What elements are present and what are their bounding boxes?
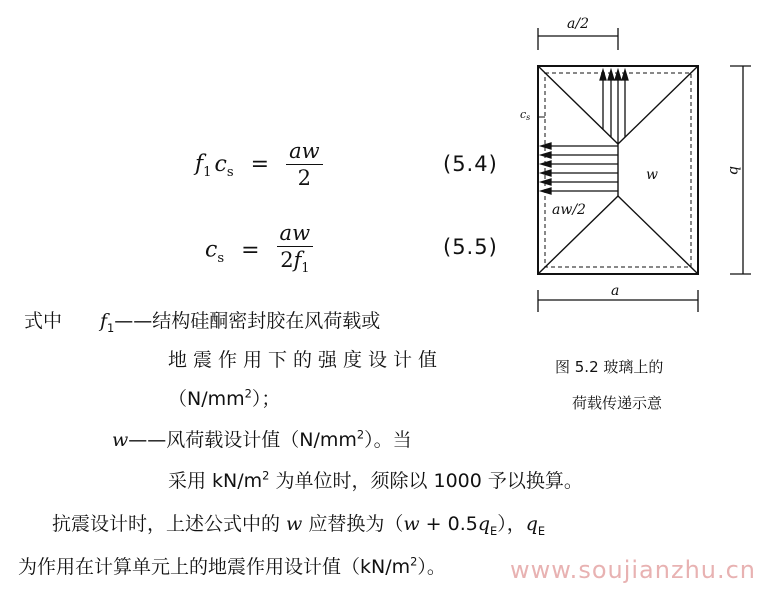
definition-w-symbol: w (112, 429, 129, 451)
label-cs-sub: s (526, 113, 531, 122)
label-w: w (646, 167, 658, 183)
definition-w-line1-pre: 风荷载设计值（N/mm (166, 429, 357, 451)
eq54-denominator: 2 (297, 166, 312, 190)
glass-load-transfer-figure (505, 0, 775, 320)
paragraph-line1-expr-plus: + 0.5 (419, 513, 478, 535)
equation-number-5-5: (5.5) (443, 235, 498, 259)
eq54-fraction (286, 138, 323, 191)
load-line-tl (538, 66, 618, 144)
paragraph-line1-expr-sub: E (490, 523, 498, 538)
paragraph-line1-expr-w: w (403, 513, 420, 535)
definition-f1-symbol: f (100, 310, 108, 332)
paragraph-line2-pre: 为作用在计算单元上的地震作用设计值（kN/m (18, 556, 411, 578)
paragraph-line1-q2: q (525, 513, 538, 535)
definition-w-line2-pre: 采用 kN/m (168, 470, 263, 492)
paragraph-line2-post: ）。 (417, 556, 446, 578)
eq54-equals: = (250, 151, 270, 177)
definition-w-dash: —— (128, 429, 167, 451)
paragraph-line1-after: ）， (497, 513, 526, 535)
eq54-f-sub: 1 (203, 164, 212, 180)
definition-w-term (112, 425, 412, 452)
definition-f1-sub: 1 (107, 320, 115, 335)
label-a: a (611, 283, 620, 299)
left-load-arrows (541, 143, 618, 194)
label-cs-c: c (520, 108, 527, 121)
paragraph-line1 (52, 509, 545, 538)
label-aw-half: aw/2 (552, 202, 586, 218)
eq54-c: c (214, 151, 227, 177)
watermark: www.soujianzhu.cn (510, 556, 757, 584)
definition-intro: 式中 (24, 310, 63, 332)
paragraph-line2-sup: 2 (410, 554, 418, 569)
figure-caption-line2: 荷载传递示意 (572, 394, 663, 412)
eq55-numerator: aw (277, 220, 314, 247)
eq55-c: c (205, 237, 218, 263)
eq55-denominator-two: 2 (280, 248, 294, 272)
eq55-denominator (277, 247, 314, 281)
definition-w-line2 (168, 466, 583, 493)
load-line-br (618, 196, 698, 274)
definition-f1-term (100, 306, 380, 335)
definition-f1-line3-post: ）； (251, 388, 281, 410)
label-cs (520, 108, 530, 122)
eq54-c-sub: s (226, 164, 234, 180)
eq54-numerator: aw (286, 138, 323, 165)
paragraph-line2 (18, 552, 446, 579)
equation-5-4 (195, 138, 415, 200)
definition-w-line1-sup: 2 (356, 427, 365, 442)
definition-w-line2-post: 为单位时，须除以 1000 予以换算。 (269, 470, 583, 492)
eq55-c-sub: s (217, 250, 225, 266)
paragraph-line1-mid: 应替换为（ (302, 513, 404, 535)
eq55-fraction (277, 220, 314, 281)
definition-f1-line2: 地震作用下的强度设计值 (168, 349, 444, 371)
paragraph-line1-expr-q: q (477, 513, 491, 535)
definition-f1-line1: 结构硅酮密封胶在风荷载或 (152, 310, 381, 332)
definition-w-line2-sup: 2 (262, 468, 270, 483)
equation-5-5 (205, 220, 425, 282)
definition-f1-line3-pre: （N/mm (168, 388, 245, 410)
equation-number-5-4: (5.4) (443, 152, 498, 176)
label-b: b (726, 166, 742, 175)
eq54-f: f (195, 151, 204, 177)
definition-f1-dash: —— (114, 310, 153, 332)
definition-w-line1-post: ）。当 (364, 429, 412, 451)
paragraph-line1-q2-sub: E (537, 523, 546, 538)
label-a-half: a/2 (567, 16, 589, 32)
load-line-tr (618, 66, 698, 144)
eq55-denominator-f: f (293, 248, 302, 272)
definition-f1-line3-sup: 2 (244, 386, 252, 401)
eq55-denominator-sub: 1 (301, 260, 310, 276)
figure-caption-line1: 图 5.2 玻璃上的 (555, 358, 664, 376)
paragraph-line1-pre: 抗震设计时，上述公式中的 (52, 513, 287, 535)
paragraph-line1-w: w (286, 513, 303, 535)
top-load-arrows (600, 70, 628, 144)
definition-f1-line3 (168, 384, 280, 411)
eq55-equals: = (241, 237, 260, 263)
